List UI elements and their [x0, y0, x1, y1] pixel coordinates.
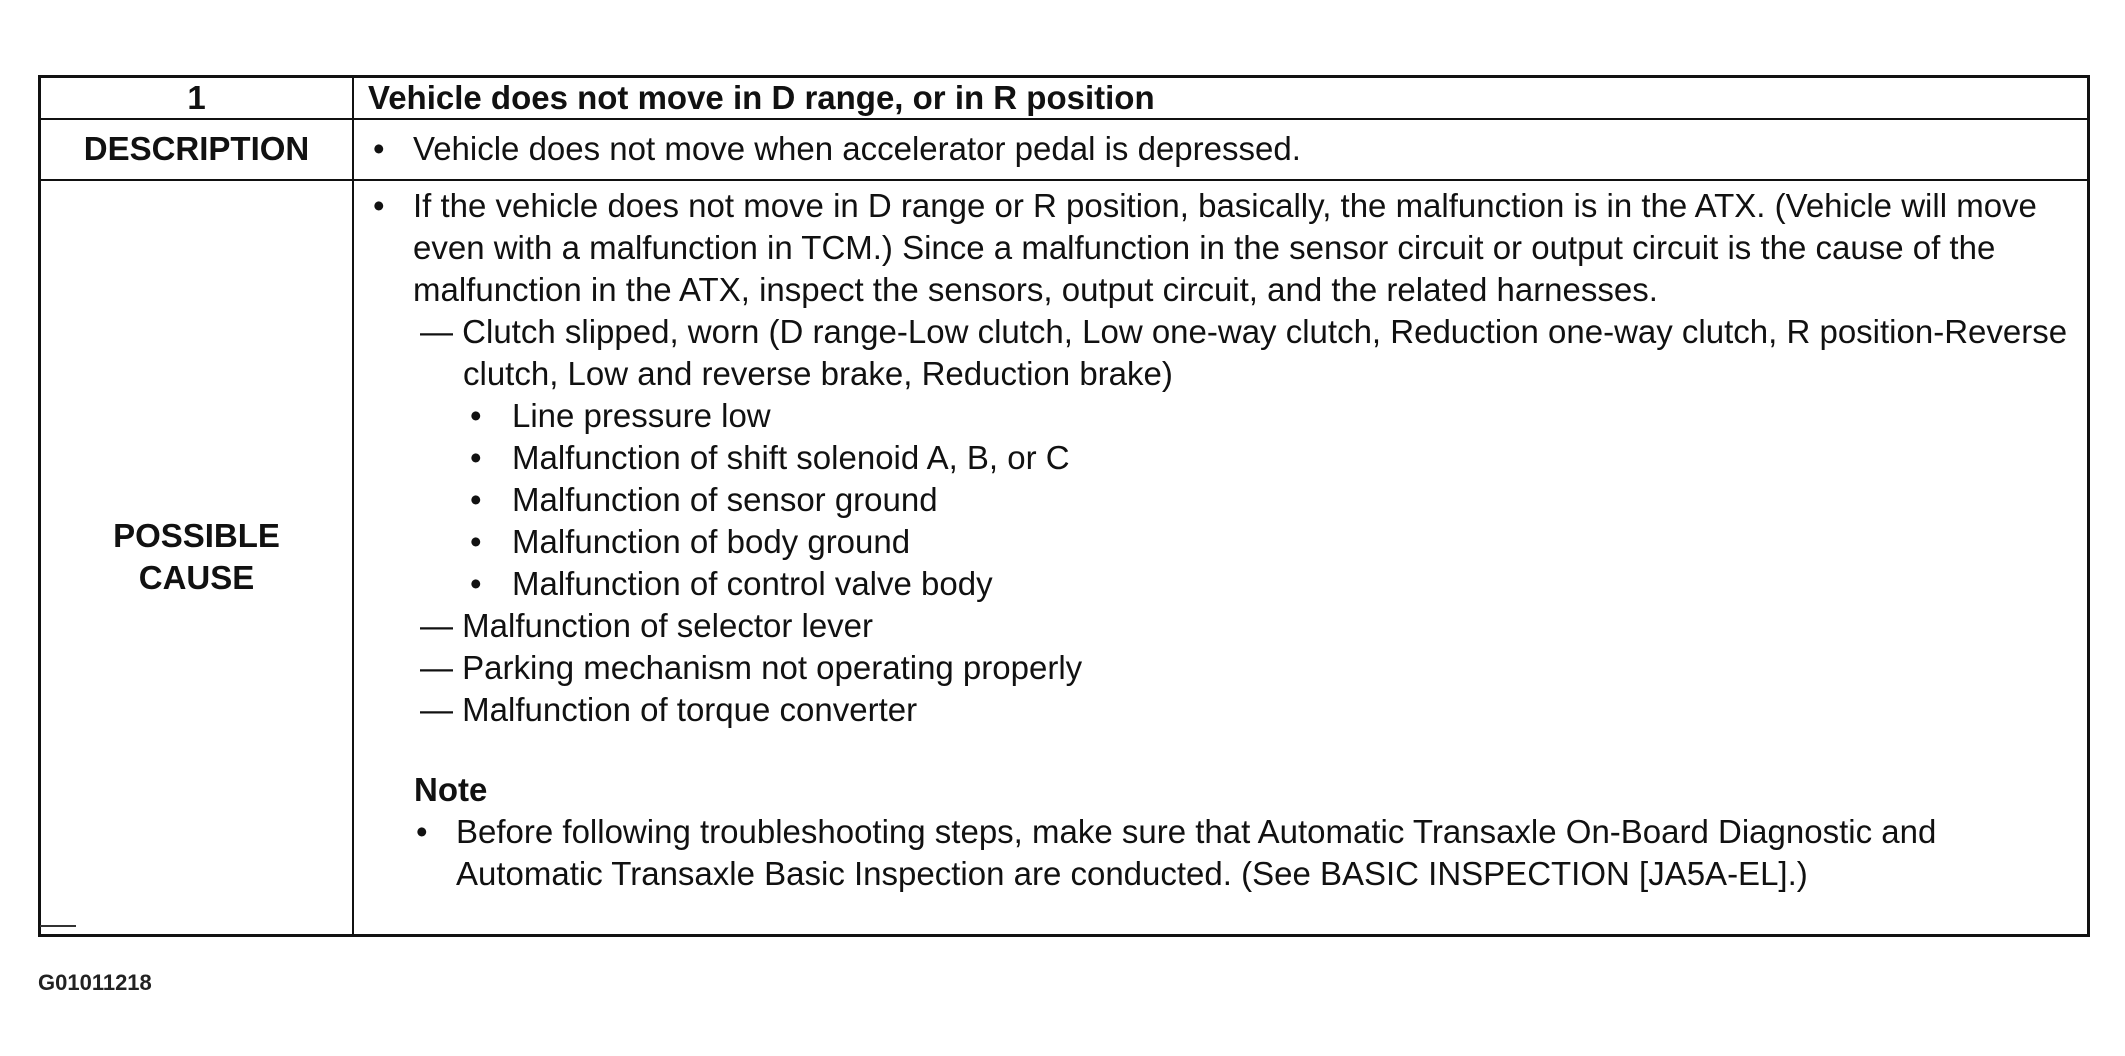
cause-sub-item: • Malfunction of shift solenoid A, B, or C: [465, 437, 2077, 479]
description-text: • Vehicle does not move when accelerator pedal is depressed.: [368, 130, 1301, 168]
scan-mark: [40, 925, 76, 927]
possible-cause-label: [41, 179, 352, 934]
cause-sub-item: • Malfunction of control valve body: [465, 563, 2077, 605]
troubleshooting-table: [38, 75, 2090, 937]
column-divider: [352, 78, 354, 934]
cause-sub-item: • Malfunction of body ground: [465, 521, 2077, 563]
possible-cause-content: [368, 179, 2077, 934]
description-label: DESCRIPTION: [83, 129, 310, 167]
cause-sub-item: • Malfunction of sensor ground: [465, 479, 2077, 521]
cause-sub-list: [465, 395, 2077, 605]
cause-item: — Malfunction of torque converter: [420, 691, 918, 728]
cause-item: — Malfunction of selector lever: [420, 607, 874, 644]
cause-sub-item: • Line pressure low: [465, 395, 2077, 437]
figure-code: G01011218: [38, 970, 152, 995]
cause-item: — Clutch slipped, worn (D range-Low clutch, Low one-way clutch, Reduction one-way clutch, R position-Reverse clutch, Low and reverse brake, Reduction brake): [420, 313, 2068, 392]
step-number: 1: [187, 79, 206, 116]
note-text: • Before following troubleshooting steps, make sure that Automatic Transaxle On-Board Diagnostic and Automatic Transaxle Basic Inspection are conducted. (See BASIC INSPECTION [JA5A-EL].): [411, 811, 2077, 895]
symptom-title: Vehicle does not move in D range, or in R position: [368, 79, 1155, 116]
note-body: [411, 811, 2077, 895]
description-row: [368, 118, 2077, 179]
cause-intro: • If the vehicle does not move in D range or R position, basically, the malfunction is in the ATX. (Vehicle will move even with a malfunction in TCM.) Since a malfunction in the sensor circuit or output circuit is the cause of the malfunction in the ATX, inspect the sensors, output circuit, and the related harnesses.: [368, 185, 2077, 311]
cause-item: — Parking mechanism not operating properly: [420, 649, 1083, 686]
note-title: Note: [414, 771, 488, 808]
possible-cause-label-line2: CAUSE: [138, 558, 255, 596]
possible-cause-label-line1: POSSIBLE: [113, 516, 280, 554]
